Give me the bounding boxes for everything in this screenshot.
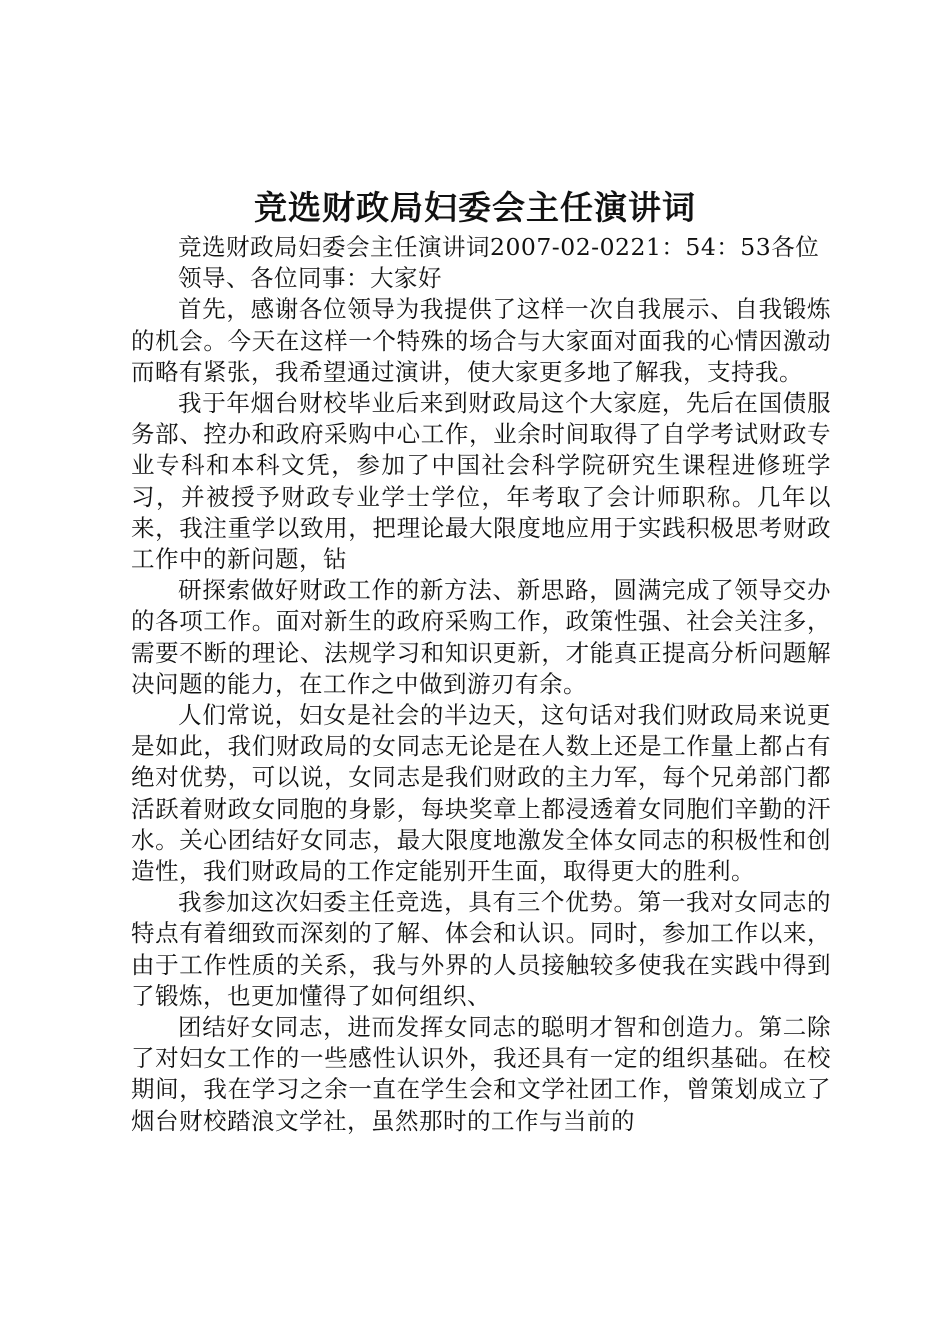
paragraph-3: 研探索做好财政工作的新方法、新思路，圆满完成了领导交办的各项工作。面对新生的政府采购工作，政策性强、社会关注多，需要不断的理论、法规学习和知识更新，才能真正提高分析问题解决问题的能力，在工作之中做到游刃有余。 bbox=[131, 576, 831, 698]
paragraph-5: 我参加这次妇委主任竞选，具有三个优势。第一我对女同志的特点有着细致而深刻的了解、体会和认识。同时，参加工作以来，由于工作性质的关系，我与外界的人员接触较多使我在实践中得到了锻炼，也更加懂得了如何组织、 bbox=[131, 888, 831, 1010]
paragraph-4: 人们常说，妇女是社会的半边天，这句话对我们财政局来说更是如此，我们财政局的女同志无论是在人数上还是工作量上都占有绝对优势，可以说，女同志是我们财政的主力军，每个兄弟部门都活跃着财政女同胞的身影，每块奖章上都浸透着女同胞们辛勤的汗水。关心团结好女同志，最大限度地激发全体女同志的积极性和创造性，我们财政局的工作定能别开生面，取得更大的胜利。 bbox=[131, 701, 831, 886]
document-title: 竞选财政局妇委会主任演讲词 bbox=[254, 188, 696, 227]
document-body bbox=[131, 232, 831, 1137]
paragraph-6: 团结好女同志，进而发挥女同志的聪明才智和创造力。第二除了对妇女工作的一些感性认识外，我还具有一定的组织基础。在校期间，我在学习之余一直在学生会和文学社团工作，曾策划成立了烟台财校踏浪文学社，虽然那时的工作与当前的 bbox=[131, 1013, 831, 1135]
meta-line: 竞选财政局妇委会主任演讲词2007-02-0221：54：53各位领导、各位同事：大家好 bbox=[178, 233, 820, 293]
paragraph-1: 首先，感谢各位领导为我提供了这样一次自我展示、自我锻炼的机会。今天在这样一个特殊的场合与大家面对面我的心情因激动而略有紧张，我希望通过演讲，使大家更多地了解我，支持我。 bbox=[131, 295, 831, 386]
paragraph-2: 我于年烟台财校毕业后来到财政局这个大家庭，先后在国债服务部、控办和政府采购中心工作，业余时间取得了自学考试财政专业专科和本科文凭，参加了中国社会科学院研究生课程进修班学习，并被授予财政专业学士学位，年考取了会计师职称。几年以来，我注重学以致用，把理论最大限度地应用于实践积极思考财政工作中的新问题，钻 bbox=[131, 389, 831, 574]
